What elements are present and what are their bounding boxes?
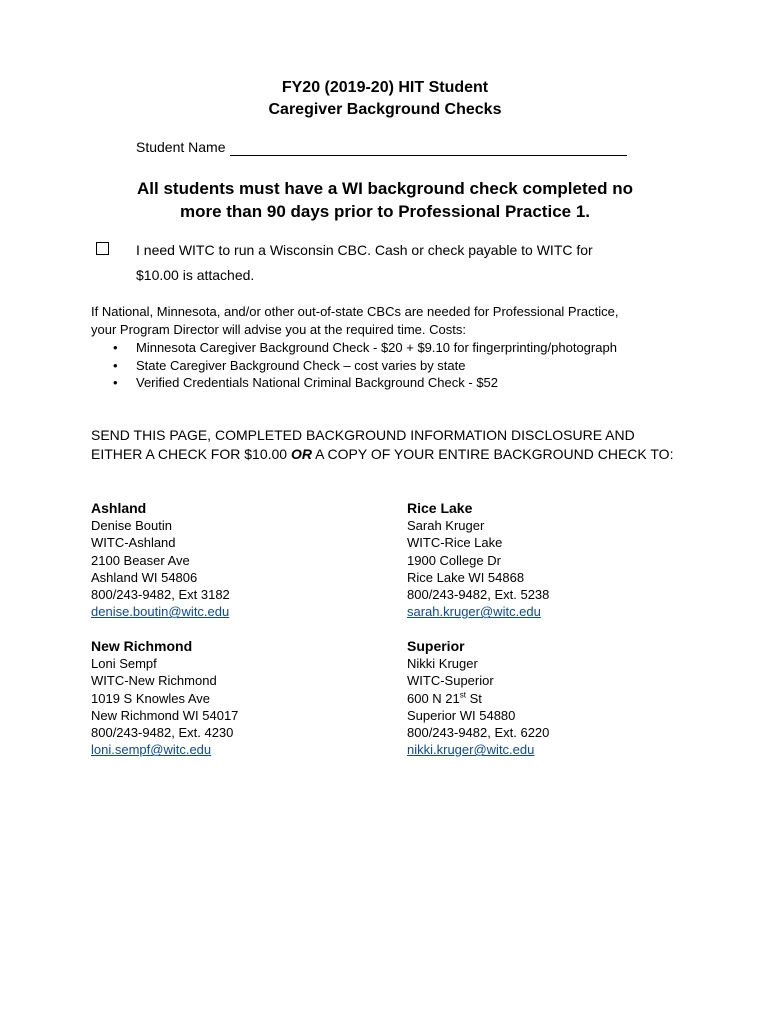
- send-instructions: [91, 426, 711, 464]
- contact-ashland: [91, 500, 230, 620]
- contact-phone: 800/243-9482, Ext. 6220: [407, 725, 550, 741]
- cost-text: Minnesota Caregiver Background Check - $20 + $9.10 for fingerprinting/photograph: [136, 340, 617, 355]
- contact-email-link[interactable]: nikki.kruger@witc.edu: [407, 742, 535, 758]
- cost-text: Verified Credentials National Criminal Background Check - $52: [136, 375, 499, 390]
- contact-phone: 800/243-9482, Ext. 5238: [407, 587, 550, 603]
- info-line2: your Program Director will advise you at the required time. Costs:: [91, 322, 466, 337]
- wi-cbc-option-text: [136, 238, 676, 288]
- out-of-state-info: [91, 303, 691, 392]
- contact-street: 1019 S Knowles Ave: [91, 690, 211, 706]
- wi-cbc-checkbox[interactable]: [96, 242, 109, 255]
- street-suffix: St: [466, 690, 482, 706]
- document-title-line2: Caregiver Background Checks: [268, 101, 502, 118]
- contact-office: WITC-Ashland: [91, 535, 176, 551]
- document-title-line1: FY20 (2019-20) HIT Student: [281, 79, 489, 96]
- contact-office: WITC-New Richmond: [91, 673, 217, 689]
- info-line1: If National, Minnesota, and/or other out-of-state CBCs are needed for Professional Practice,: [91, 304, 619, 319]
- contact-street: 2100 Beaser Ave: [91, 552, 190, 568]
- contact-location: Superior: [407, 638, 465, 654]
- headline: [80, 177, 690, 223]
- wi-cbc-line1: I need WITC to run a Wisconsin CBC. Cash or check payable to WITC for: [136, 242, 593, 258]
- contact-office: WITC-Rice Lake: [407, 535, 503, 551]
- student-name-field[interactable]: [230, 139, 627, 156]
- list-item: [91, 374, 691, 392]
- list-item: [91, 339, 691, 357]
- contact-person: Denise Boutin: [91, 518, 172, 534]
- send-or-emphasis: OR: [290, 446, 312, 462]
- contact-street: [407, 690, 549, 707]
- contact-email-link[interactable]: loni.sempf@witc.edu: [91, 742, 212, 758]
- student-name-label: Student Name: [136, 139, 226, 155]
- cost-text: State Caregiver Background Check – cost varies by state: [136, 357, 466, 373]
- contact-email-link[interactable]: denise.boutin@witc.edu: [91, 604, 230, 620]
- contact-person: Sarah Kruger: [407, 518, 485, 534]
- contact-location: Rice Lake: [407, 500, 473, 516]
- headline-line2: more than 90 days prior to Professional Practice 1.: [179, 202, 591, 221]
- street-number: 600 N 21: [407, 690, 460, 706]
- send-line2-post: A COPY OF YOUR ENTIRE BACKGROUND CHECK TO:: [311, 446, 674, 462]
- contact-office: WITC-Superior: [407, 673, 494, 689]
- wi-cbc-line2: $10.00 is attached.: [136, 267, 255, 283]
- contact-person: Nikki Kruger: [407, 656, 478, 672]
- street-ordinal: st: [459, 690, 466, 700]
- contact-location: Ashland: [91, 500, 147, 516]
- send-line2-pre: EITHER A CHECK FOR $10.00: [91, 446, 291, 462]
- contact-phone: 800/243-9482, Ext. 4230: [91, 725, 234, 741]
- contact-superior: [407, 638, 549, 758]
- contact-city: New Richmond WI 54017: [91, 707, 239, 723]
- costs-list: [91, 339, 691, 392]
- contact-city: Superior WI 54880: [407, 707, 516, 723]
- contact-street: 1900 College Dr: [407, 552, 501, 568]
- contact-new-richmond: [91, 638, 238, 758]
- contact-phone: 800/243-9482, Ext 3182: [91, 587, 230, 603]
- contact-rice-lake: [407, 500, 549, 620]
- send-line1: SEND THIS PAGE, COMPLETED BACKGROUND INFORMATION DISCLOSURE AND: [91, 427, 635, 443]
- headline-line1: All students must have a WI background check completed no: [137, 179, 633, 198]
- list-item: [91, 357, 691, 375]
- contact-city: Rice Lake WI 54868: [407, 569, 525, 585]
- student-name-row: [136, 138, 627, 156]
- send-line2: [91, 445, 711, 464]
- contact-city: Ashland WI 54806: [91, 569, 198, 585]
- bullet-icon: •: [113, 375, 118, 390]
- bullet-icon: •: [113, 357, 118, 373]
- contact-person: Loni Sempf: [91, 656, 157, 672]
- contact-email-link[interactable]: sarah.kruger@witc.edu: [407, 604, 541, 620]
- contact-location: New Richmond: [91, 638, 193, 654]
- bullet-icon: •: [113, 340, 118, 355]
